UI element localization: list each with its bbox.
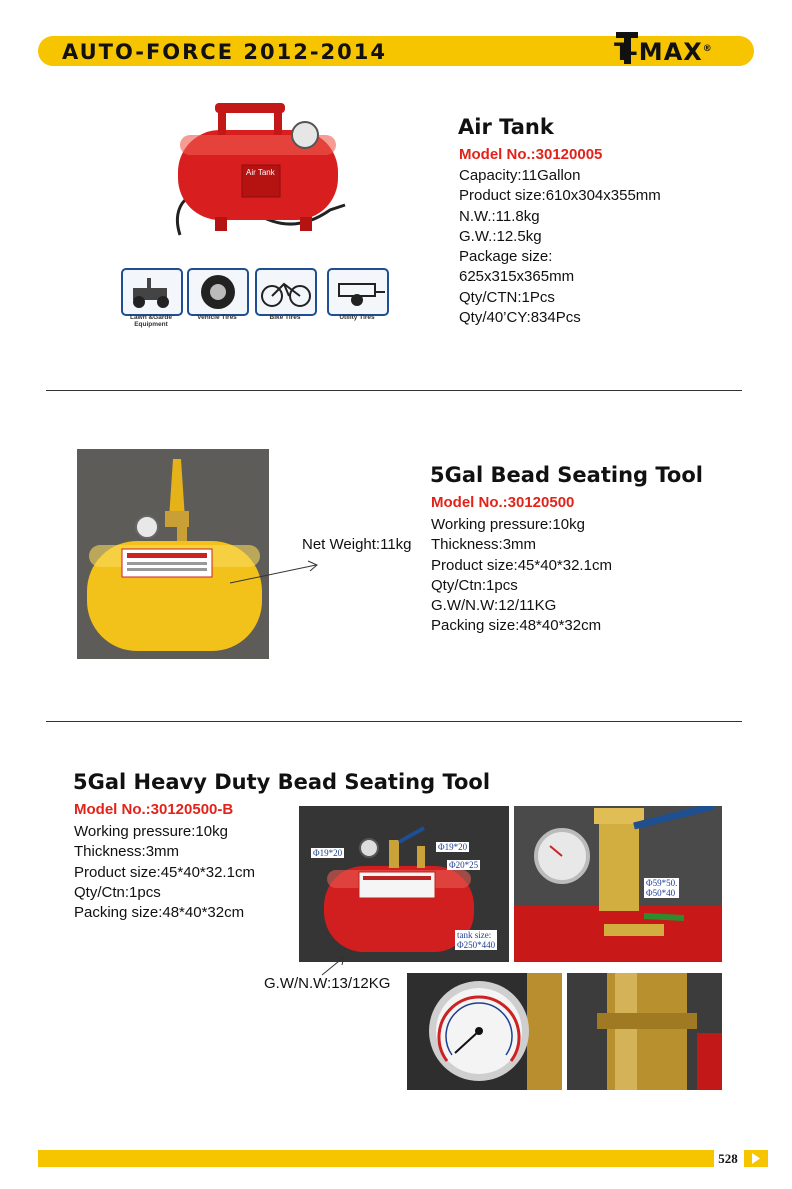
catalog-title: AUTO-FORCE 2012-2014 bbox=[62, 40, 387, 64]
icon-caption: Utility Tires bbox=[339, 314, 375, 321]
product-title: 5Gal Bead Seating Tool bbox=[430, 463, 703, 487]
gauge-valve-photo bbox=[514, 806, 722, 962]
lawn-equipment-icon bbox=[121, 268, 183, 316]
tank-size-value: Φ250*440 bbox=[457, 940, 496, 950]
spec-line: Thickness:3mm bbox=[74, 843, 180, 861]
spec-list bbox=[74, 822, 255, 923]
spec-line: 625x315x365mm bbox=[459, 268, 575, 286]
product-title: 5Gal Heavy Duty Bead Seating Tool bbox=[73, 770, 491, 794]
registered-mark: ® bbox=[702, 44, 713, 54]
product-title: Air Tank bbox=[458, 115, 554, 139]
tank-decal-text: Air Tank bbox=[246, 168, 275, 177]
section-divider bbox=[46, 390, 742, 391]
section-divider bbox=[46, 721, 742, 722]
heavy-duty-tank-photo bbox=[299, 806, 509, 962]
icon-caption: Bike Tires bbox=[269, 314, 301, 321]
next-page-arrow-icon bbox=[744, 1150, 768, 1167]
spec-line: Product size:45*40*32.1cm bbox=[431, 556, 612, 574]
spec-line: Thickness:3mm bbox=[431, 536, 537, 554]
model-number: Model No.:30120005 bbox=[459, 146, 603, 163]
pointer-arrow bbox=[228, 555, 320, 585]
dimension-value: Φ50*40 bbox=[646, 888, 676, 898]
spec-line: Product size:45*40*32.1cm bbox=[74, 863, 255, 881]
icon-caption: Vehicle Tires bbox=[197, 314, 237, 321]
spec-list bbox=[431, 515, 612, 637]
spec-line: Product size:610x304x355mm bbox=[459, 187, 661, 205]
spec-line: Package size: bbox=[459, 248, 553, 266]
footer-bar bbox=[38, 1150, 714, 1167]
tank-size-tag bbox=[455, 930, 497, 950]
dimension-tag: Φ19*20 bbox=[438, 842, 468, 852]
vehicle-tire-icon bbox=[187, 268, 249, 316]
spec-line: Qty/Ctn:1pcs bbox=[74, 883, 161, 901]
spec-list bbox=[459, 166, 661, 328]
dimension-tag: Φ19*20 bbox=[313, 848, 343, 858]
air-tank-photo bbox=[160, 95, 375, 255]
bead-seater-photo bbox=[77, 449, 269, 659]
gross-net-weight-label: G.W/N.W:13/12KG bbox=[264, 975, 391, 992]
spec-line: Qty/40’CY:834Pcs bbox=[459, 309, 581, 327]
spec-line: Capacity:11Gallon bbox=[459, 167, 581, 184]
tank-size-label: tank size: bbox=[457, 930, 492, 940]
pointer-arrow bbox=[318, 955, 348, 977]
spec-line: N.W.:11.8kg bbox=[459, 207, 540, 225]
spec-line: Qty/CTN:1Pcs bbox=[459, 288, 555, 306]
utility-trailer-icon bbox=[327, 268, 389, 316]
dimension-value: Φ59*50. bbox=[646, 878, 678, 888]
bike-tire-icon bbox=[255, 268, 317, 316]
spec-line: Working pressure:10kg bbox=[431, 516, 585, 533]
net-weight-label: Net Weight:11kg bbox=[302, 536, 412, 553]
pressure-gauge-photo bbox=[407, 973, 562, 1090]
tmax-logo bbox=[612, 28, 736, 70]
spec-line: G.W.:12.5kg bbox=[459, 227, 542, 245]
spec-line: Packing size:48*40*32cm bbox=[431, 617, 602, 635]
model-number: Model No.:30120500 bbox=[431, 494, 575, 511]
dimension-tag: Φ20*25 bbox=[449, 860, 479, 870]
brass-valve-photo bbox=[567, 973, 722, 1090]
dimension-tag bbox=[644, 878, 679, 898]
spec-line: G.W/N.W:12/11KG bbox=[431, 597, 557, 615]
spec-line: Qty/Ctn:1pcs bbox=[431, 576, 518, 594]
spec-line: Working pressure:10kg bbox=[74, 823, 228, 840]
spec-line: Packing size:48*40*32cm bbox=[74, 904, 245, 922]
icon-caption: Lawn &Garde Equipment bbox=[130, 314, 172, 328]
page-number: 528 bbox=[718, 1151, 738, 1166]
logo-text: T-MAX bbox=[614, 38, 703, 66]
model-number: Model No.:30120500-B bbox=[74, 801, 234, 818]
